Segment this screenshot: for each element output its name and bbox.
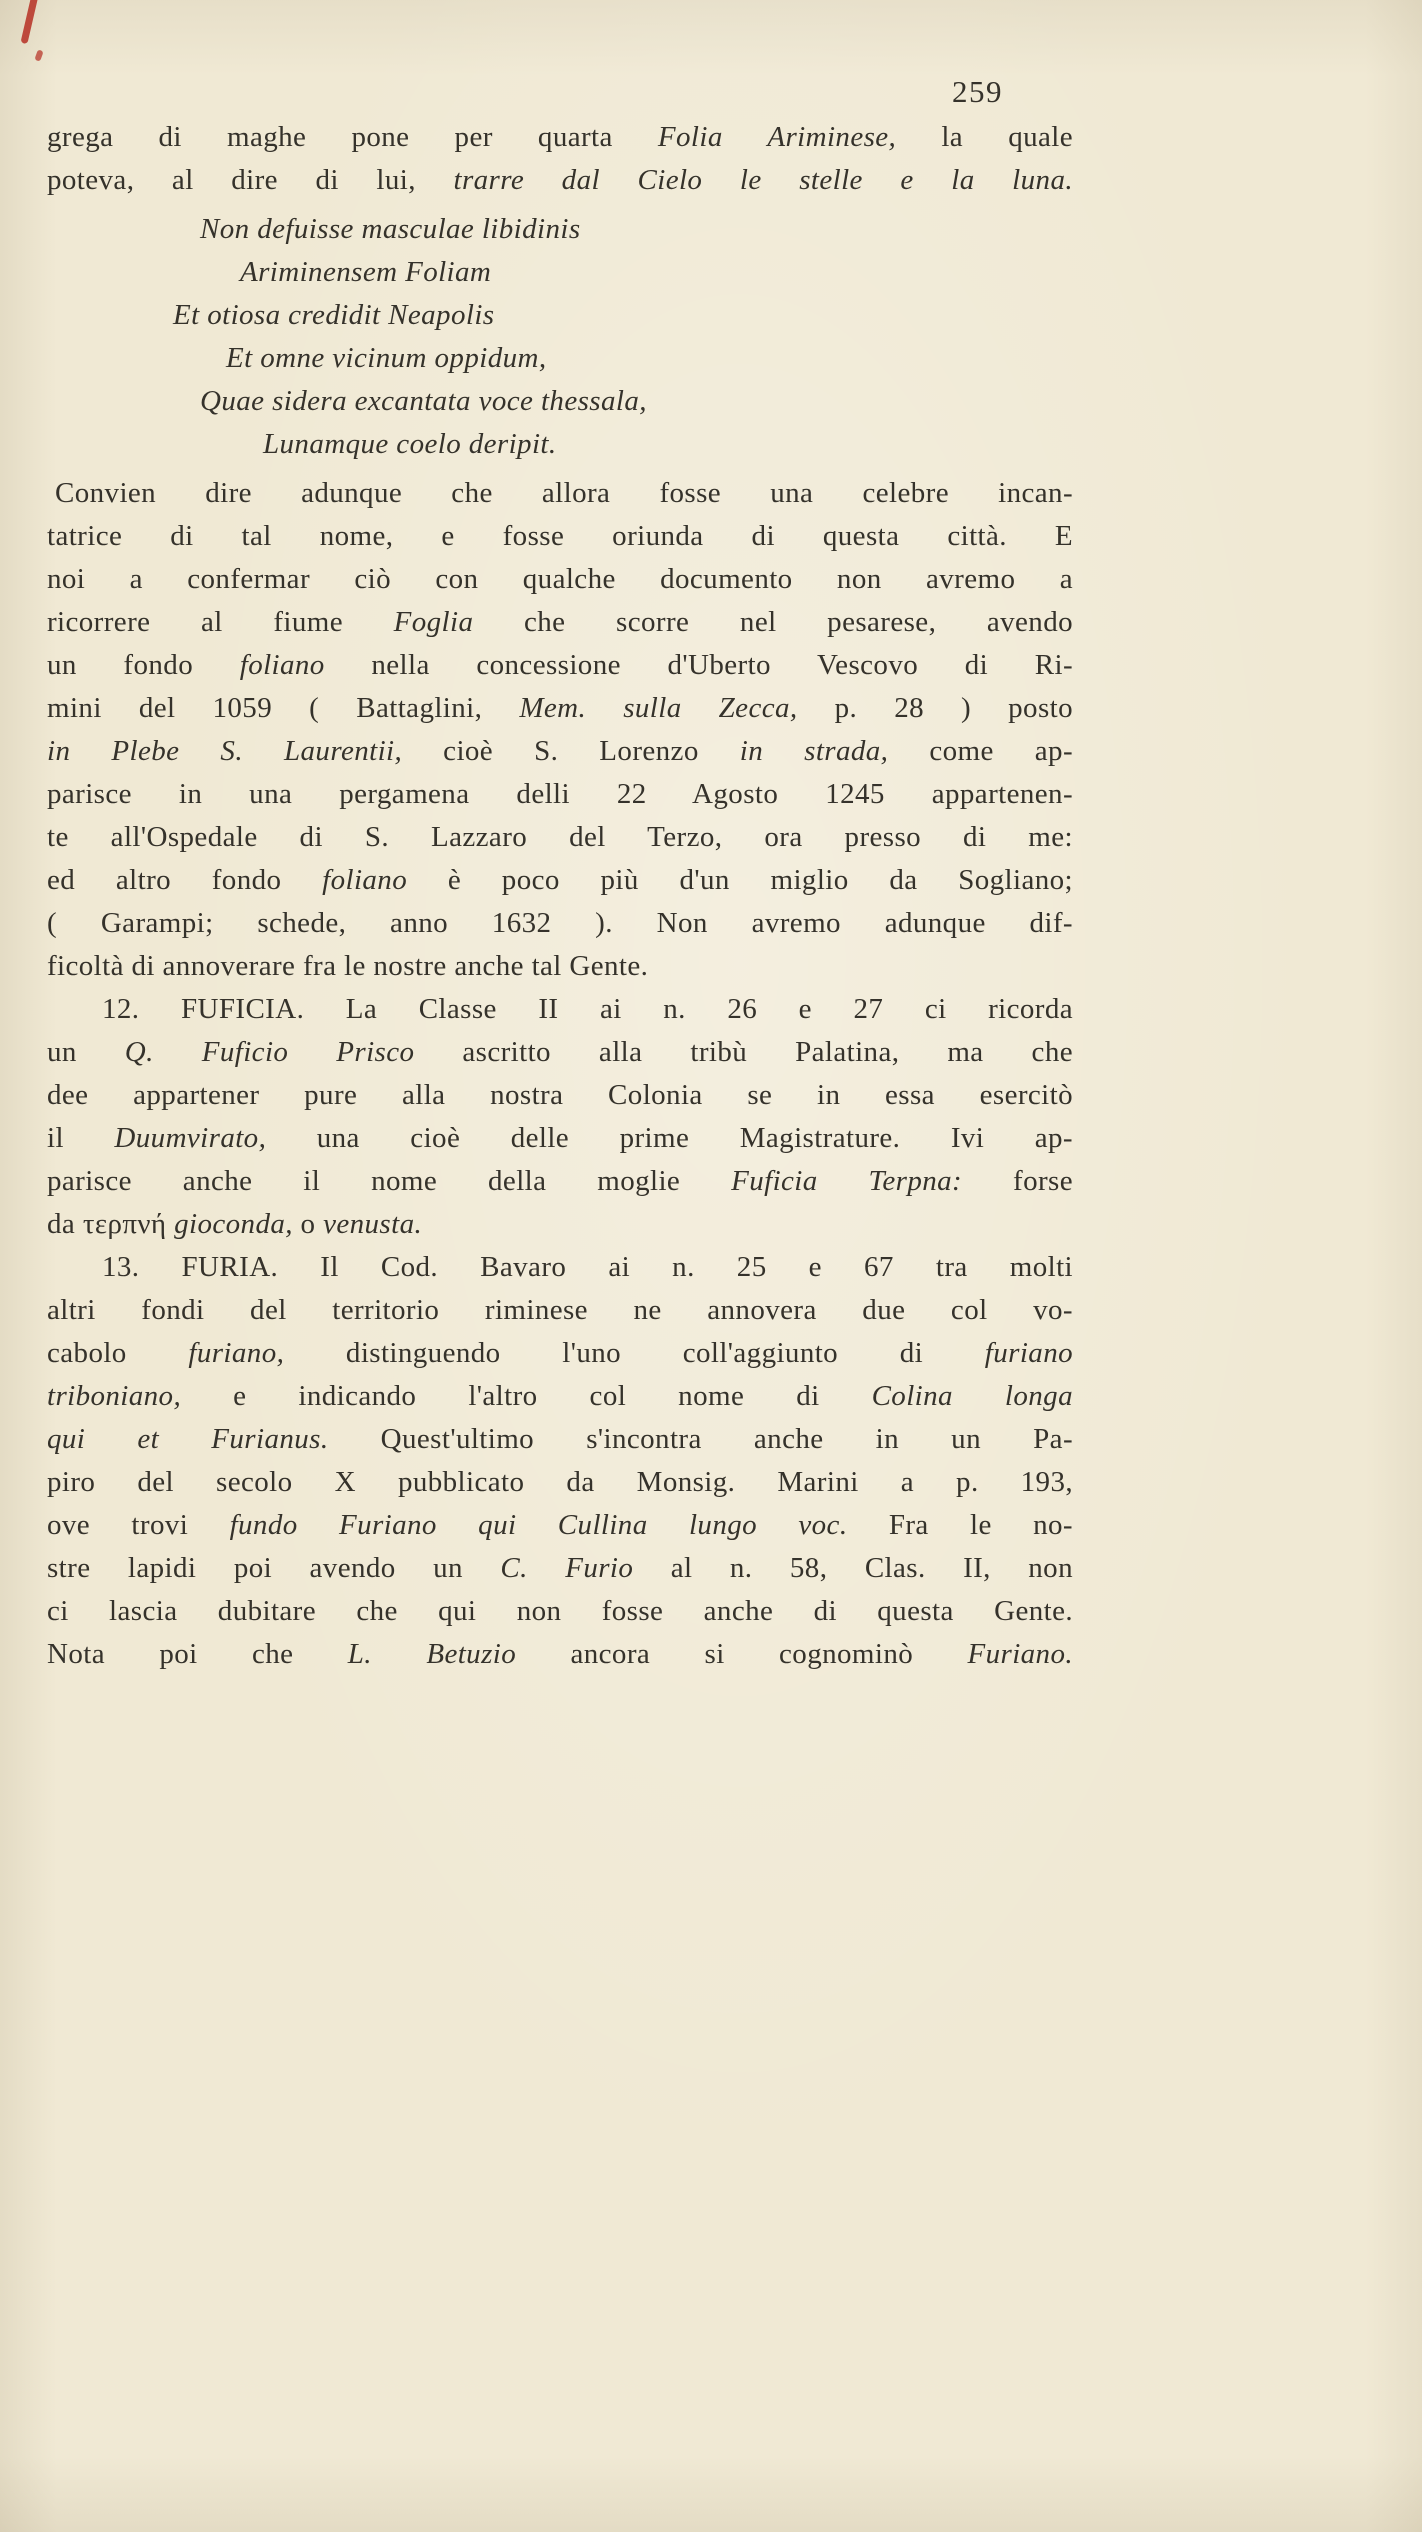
text-line <box>47 816 1073 859</box>
text-line <box>47 859 1073 902</box>
text-run: Quest'ultimo s'incontra anche in un Pa- <box>328 1423 1074 1455</box>
verse-line <box>200 380 1073 423</box>
text-run: distinguendo l'uno coll'aggiunto di <box>284 1337 985 1369</box>
italic-run: triboniano, <box>47 1380 182 1412</box>
text-line <box>47 1633 1073 1676</box>
verse-line <box>226 337 1073 380</box>
italic-run: Ariminensem Foliam <box>240 256 492 288</box>
italic-run: venusta. <box>323 1208 423 1240</box>
text-line <box>47 1418 1073 1461</box>
text-run: che scorre nel pesarese, avendo <box>473 606 1073 638</box>
verse-line <box>240 251 1073 294</box>
italic-run: L. Betuzio <box>347 1638 517 1670</box>
italic-run: foliano <box>322 864 408 896</box>
italic-run: furiano <box>984 1337 1073 1369</box>
text-run: o <box>292 1208 324 1240</box>
text-run: Convien dire adunque che allora fosse una celebre incan- <box>55 477 1073 509</box>
text-line <box>47 159 1073 202</box>
text-run: ascritto alla tribù Palatina, ma che <box>414 1036 1073 1068</box>
text-line <box>47 1504 1073 1547</box>
text-run: è poco più d'un miglio da Sogliano; <box>407 864 1074 896</box>
italic-run: furiano, <box>188 1337 285 1369</box>
text-line <box>47 1547 1073 1590</box>
italic-run: qui et Furianus. <box>47 1423 329 1455</box>
text-run: tatrice di tal nome, e fosse oriunda di questa città. E <box>47 520 1073 552</box>
text-line <box>47 945 1073 988</box>
text-line <box>47 601 1073 644</box>
text-run: 12. FUFICIA. La Classe II ai n. 26 e 27 ci ricorda <box>102 993 1073 1025</box>
text-run: parisce in una pergamena delli 22 Agosto 1245 appartenen- <box>47 778 1073 810</box>
italic-run: fundo Furiano qui Cullina lungo voc. <box>229 1509 848 1541</box>
text-line <box>47 902 1073 945</box>
text-run: grega di maghe pone per quarta <box>47 121 658 153</box>
paragraph <box>47 1246 1073 1676</box>
text-run: mini del 1059 ( Battaglini, <box>47 692 520 724</box>
italic-run: Et omne vicinum oppidum, <box>226 342 547 374</box>
text-run: ove trovi <box>47 1509 230 1541</box>
text-run: ancora si cognominò <box>516 1638 968 1670</box>
italic-run: foliano <box>239 649 325 681</box>
text-line <box>47 988 1073 1031</box>
italic-run: Lunamque coelo deripit. <box>263 428 557 460</box>
text-run: ( Garampi; schede, anno 1632 ). Non avremo adunque dif- <box>47 907 1073 939</box>
text-run: Fra le no- <box>847 1509 1073 1541</box>
italic-run: Quae sidera excantata voce thessala, <box>200 385 647 417</box>
paragraph <box>47 116 1073 202</box>
italic-run: in strada, <box>739 735 889 767</box>
italic-run: in Plebe S. Laurentii, <box>47 735 403 767</box>
text-line <box>47 1461 1073 1504</box>
italic-run: Furiano. <box>967 1638 1074 1670</box>
text-run: un <box>47 1036 125 1068</box>
text-line <box>47 687 1073 730</box>
text-run: 13. FURIA. Il Cod. Bavaro ai n. 25 e 67 tra molti <box>102 1251 1073 1283</box>
text-run: ficoltà di annoverare fra le nostre anche tal Gente. <box>47 950 649 982</box>
text-line <box>47 1332 1073 1375</box>
italic-run: Colina longa <box>871 1380 1073 1412</box>
text-line <box>47 515 1073 558</box>
verse-line <box>200 208 1073 251</box>
text-run: p. 28 ) posto <box>797 692 1073 724</box>
italic-run: C. Furio <box>500 1552 634 1584</box>
text-run: un fondo <box>47 649 240 681</box>
text-run: ci lascia dubitare che qui non fosse anche di questa Gente. <box>47 1595 1073 1627</box>
text-run: noi a confermar ciò con qualche documento non avremo a <box>47 563 1073 595</box>
italic-run: Non defuisse masculae libidinis <box>200 213 581 245</box>
text-line <box>47 558 1073 601</box>
text-line <box>47 1074 1073 1117</box>
italic-run: Et otiosa credidit Neapolis <box>173 299 495 331</box>
red-pen-dot <box>34 49 43 61</box>
text-line <box>47 1375 1073 1418</box>
text-line <box>47 472 1073 515</box>
text-line <box>47 773 1073 816</box>
paragraph <box>47 988 1073 1246</box>
text-line <box>47 1203 1073 1246</box>
italic-run: gioconda, <box>174 1208 293 1240</box>
italic-run: Folia Ariminese, <box>657 121 897 153</box>
italic-run: Foglia <box>393 606 474 638</box>
text-run: cioè S. Lorenzo <box>402 735 740 767</box>
paragraph <box>47 472 1073 988</box>
text-line <box>47 1160 1073 1203</box>
text-run: altri fondi del territorio riminese ne annovera due col vo- <box>47 1294 1073 1326</box>
text-run: piro del secolo X pubblicato da Monsig. Marini a p. 193, <box>47 1466 1073 1498</box>
text-run: forse <box>962 1165 1073 1197</box>
text-run: una cioè delle prime Magistrature. Ivi ap- <box>266 1122 1073 1154</box>
text-line <box>47 1031 1073 1074</box>
text-run: poteva, al dire di lui, <box>47 164 454 196</box>
text-column <box>47 116 1073 1676</box>
text-run: la quale <box>896 121 1073 153</box>
text-run: da τερπνή <box>47 1208 175 1240</box>
latin-verse-block <box>47 208 1073 466</box>
italic-run: Mem. sulla Zecca, <box>519 692 798 724</box>
text-run: cabolo <box>47 1337 189 1369</box>
verse-line <box>173 294 1073 337</box>
text-run: ricorrere al fiume <box>47 606 394 638</box>
text-line <box>47 644 1073 687</box>
text-run: il <box>47 1122 115 1154</box>
italic-run: Fuficia Terpna: <box>731 1165 963 1197</box>
text-run: Nota poi che <box>47 1638 348 1670</box>
text-run: al n. 58, Clas. II, non <box>633 1552 1073 1584</box>
text-run: nella concessione d'Uberto Vescovo di Ri- <box>324 649 1073 681</box>
verse-line <box>263 423 1073 466</box>
italic-run: trarre dal Cielo le stelle e la luna. <box>453 164 1073 196</box>
text-run: te all'Ospedale di S. Lazzaro del Terzo, ora presso di me: <box>47 821 1073 853</box>
text-run: ed altro fondo <box>47 864 323 896</box>
text-line <box>47 1289 1073 1332</box>
page-number: 259 <box>952 74 1003 109</box>
text-run: dee appartener pure alla nostra Colonia se in essa esercitò <box>47 1079 1073 1111</box>
italic-run: Q. Fuficio Prisco <box>124 1036 415 1068</box>
text-line <box>47 1590 1073 1633</box>
red-pen-mark <box>20 0 38 44</box>
text-line <box>47 1246 1073 1289</box>
italic-run: Duumvirato, <box>114 1122 267 1154</box>
text-run: parisce anche il nome della moglie <box>47 1165 732 1197</box>
text-line <box>47 1117 1073 1160</box>
text-run: stre lapidi poi avendo un <box>47 1552 501 1584</box>
text-line <box>47 116 1073 159</box>
text-line <box>47 730 1073 773</box>
text-run: e indicando l'altro col nome di <box>181 1380 872 1412</box>
text-run: come ap- <box>888 735 1073 767</box>
